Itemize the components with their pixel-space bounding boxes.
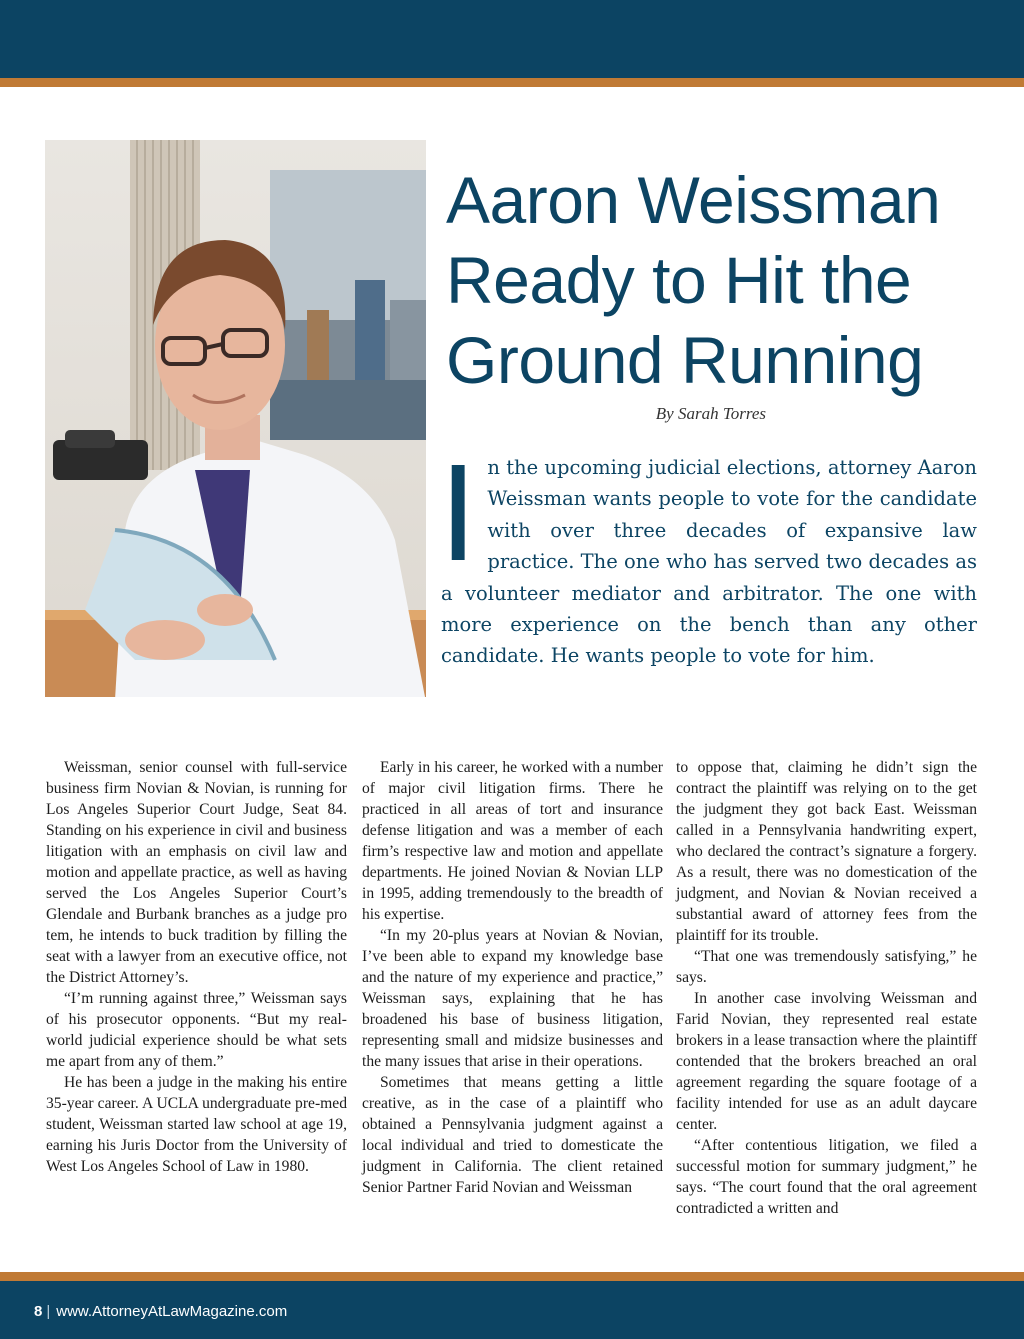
body-paragraph: Weissman, senior counsel with full-service business firm Novian & Novian, is running for Los Angeles Superior Court Judge, Seat 84. Standing on his experience in civil and business litigation with an emphasis on civil law and motion and appellate practice, as well as having served the Los Angeles Superior Court’s Glendale and Burbank branches as a judge pro tem, he intends to buck tradition by filling the seat with a lawyer from an executive office, not the District Attorney’s. <box>46 759 347 986</box>
page-footer <box>34 1303 287 1321</box>
body-paragraph: Sometimes that means getting a little creative, as in the case of a plaintiff who obtained a Pennsylvania judgment against a local individual and tried to domesticate the judgment in California. The client retained Senior Partner Farid Novian and Weissman <box>362 1074 663 1196</box>
body-paragraph: Early in his career, he worked with a number of major civil litigation firms. There he practiced in all areas of tort and insurance defense litigation and was a member of each firm’s respective law and motion and appellate departments. He joined Novian & Novian LLP in 1995, adding tremendously to the breadth of his expertise. <box>362 759 663 923</box>
title-line: Ready to Hit the <box>446 243 912 317</box>
page-number: 8 <box>34 1303 43 1320</box>
lead-text: n the upcoming judicial elections, attorney Aaron Weissman wants people to vote for the candidate with over three decades of expansive law practice. The one who has served two decades as a volunteer mediator and arbitrator. The one with more experience on the bench than any other candidate. He wants people to vote for him. <box>441 456 977 668</box>
title-line: Aaron Weissman <box>446 163 941 237</box>
header-accent-stripe <box>0 78 1024 87</box>
header-band <box>0 0 1024 78</box>
footer-accent-stripe <box>0 1272 1024 1281</box>
lead-paragraph <box>439 436 977 672</box>
magazine-url-link[interactable]: www.AttorneyAtLawMagazine.com <box>56 1303 288 1320</box>
byline: By Sarah Torres <box>655 404 766 423</box>
body-paragraph: to oppose that, claiming he didn’t sign the contract the plaintiff was relying on to the get the judgment they got back East. Weissman called in a Pennsylvania handwriting expert, who declared the contract’s signature a forgery. As a result, there was no domestication of the judgment, and Novian & Novian received a substantial award of attorney fees from the plaintiff for its trouble. <box>676 759 977 944</box>
body-paragraph: In another case involving Weissman and Farid Novian, they represented real estate brokers in a lease transaction where the plaintiff contended that the brokers breached an oral agreement regarding the square footage of a facility intended for use as an adult daycare center. <box>676 990 977 1133</box>
body-column-3 <box>676 757 977 1219</box>
body-column-1 <box>46 757 347 1177</box>
body-paragraph: He has been a judge in the making his entire 35-year career. A UCLA undergraduate pre-med student, Weissman started law school at age 19, earning his Juris Doctor from the University of West Los Angeles School of Law in 1980. <box>46 1074 347 1175</box>
body-paragraph: “After contentious litigation, we filed a successful motion for summary judgment,” he says. “The court found that the oral agreement contradicted a written and <box>676 1137 977 1217</box>
body-paragraph: “I’m running against three,” Weissman says of his prosecutor opponents. “But my real-world judicial experience should be what sets me apart from any of them.” <box>46 990 347 1070</box>
article-title <box>446 160 1006 400</box>
portrait-photo <box>45 140 426 697</box>
body-paragraph: “In my 20-plus years at Novian & Novian, I’ve been able to expand my knowledge base and the nature of my experience and practice,” Weissman says, explaining that he has broadened his base of business litigation, representing small and midsize businesses and the many issues that arise in their operations. <box>362 927 663 1070</box>
drop-cap: I <box>439 436 478 590</box>
title-line: Ground Running <box>446 323 924 397</box>
footer-separator: | <box>46 1303 51 1320</box>
body-paragraph: “That one was tremendously satisfying,” he says. <box>676 948 977 986</box>
body-column-2 <box>362 757 663 1198</box>
